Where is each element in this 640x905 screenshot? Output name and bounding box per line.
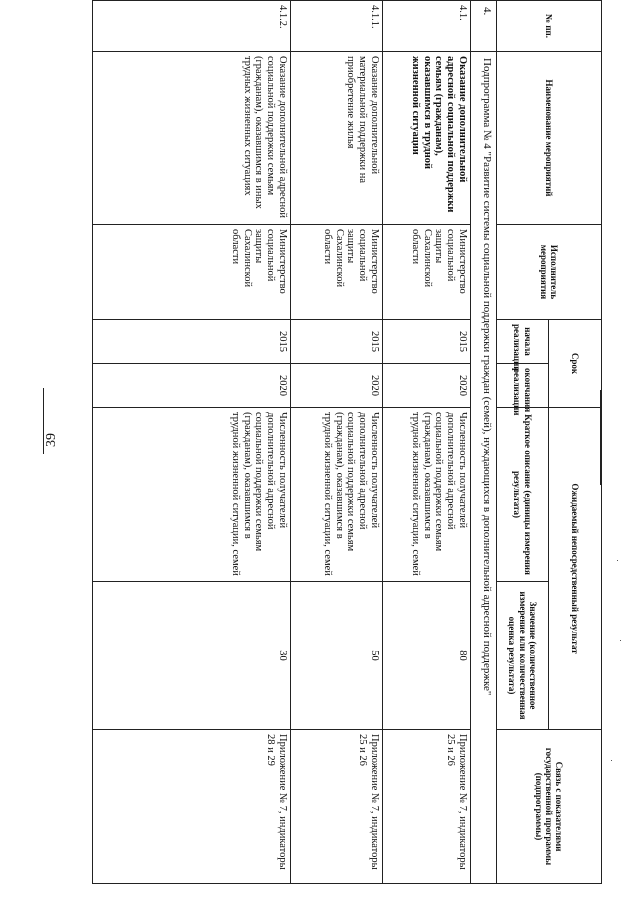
row-name: Оказание дополнительной материальной поддержки на приобретение жилья (291, 52, 383, 225)
row-value: 50 (291, 582, 383, 730)
scan-speck (617, 560, 618, 561)
row-name: Оказание дополнительной адресной социальной поддержки семьям (гражданам), оказавшимся в трудной жизненной ситуации (383, 52, 471, 225)
header-result-desc: Краткое описание (единицы измерения результата) (497, 408, 549, 582)
row-end: 2020 (291, 364, 383, 408)
scan-speck (611, 760, 612, 761)
row-start: 2015 (383, 320, 471, 364)
table-row (383, 1, 471, 884)
header-num: № пп. (497, 1, 602, 52)
margin-mark-line (600, 390, 601, 485)
row-link: Приложение № 7, индикаторы 25 и 26 (383, 730, 471, 884)
row-desc: Численность получателей дополнительной адресной социальной поддержки семьям (гражданам), оказавшимся в трудной жизненной ситуации, семей (291, 408, 383, 582)
header-result: Ожидаемый непосредственный результат (549, 408, 602, 730)
row-desc: Численность получателей дополнительной адресной социальной поддержки семьям (гражданам), оказавшимся в трудной жизненной ситуации, семей (93, 408, 291, 582)
row-num: 4.1.2. (93, 1, 291, 52)
subprogram-num: 4. (471, 1, 497, 52)
row-start: 2015 (291, 320, 383, 364)
measures-table (92, 0, 602, 884)
header-term-end: окончания реализации (497, 364, 549, 408)
row-num: 4.1. (383, 1, 471, 52)
header-name: Наименование мероприятий (497, 52, 602, 225)
page-number: 39 (44, 433, 59, 447)
row-executor: Министерство социальной защиты Сахалинской области (383, 225, 471, 320)
row-value: 80 (383, 582, 471, 730)
row-name: Оказание дополнительной адресной социальной поддержки семьям (гражданам), оказавшимся в иных трудных жизненных ситуациях (93, 52, 291, 225)
table-row (291, 1, 383, 884)
row-end: 2020 (93, 364, 291, 408)
row-link: Приложение № 7, индикаторы 25 и 26 (291, 730, 383, 884)
subprogram-row (471, 1, 497, 884)
row-executor: Министерство социальной защиты Сахалинской области (93, 225, 291, 320)
row-start: 2015 (93, 320, 291, 364)
row-num: 4.1.1. (291, 1, 383, 52)
header-executor: Исполнитель мероприятия (497, 225, 602, 320)
subprogram-title: Подпрограмма № 4 "Развитие системы социальной поддержки граждан (семей), нуждающихся в дополнительной адресной поддержке" (471, 52, 497, 884)
row-value: 30 (93, 582, 291, 730)
header-link: Связь с показателями государственной программы (подпрограммы) (497, 730, 602, 884)
rotated-table-wrapper (92, 0, 602, 883)
row-link: Приложение № 7, индикаторы 28 и 29 (93, 730, 291, 884)
table-row (93, 1, 291, 884)
header-term-start: начала реализации (497, 320, 549, 364)
margin-mark-line (43, 388, 44, 454)
row-executor: Министерство социальной защиты Сахалинской области (291, 225, 383, 320)
header-row-1 (549, 1, 602, 884)
scan-speck (620, 640, 621, 641)
row-desc: Численность получателей дополнительной адресной социальной поддержки семьям (гражданам), оказавшимся в трудной жизненной ситуации, семей (383, 408, 471, 582)
header-result-value: Значение (количественное измерение или количественная оценка результата) (497, 582, 549, 730)
row-end: 2020 (383, 364, 471, 408)
header-term: Срок (549, 320, 602, 408)
